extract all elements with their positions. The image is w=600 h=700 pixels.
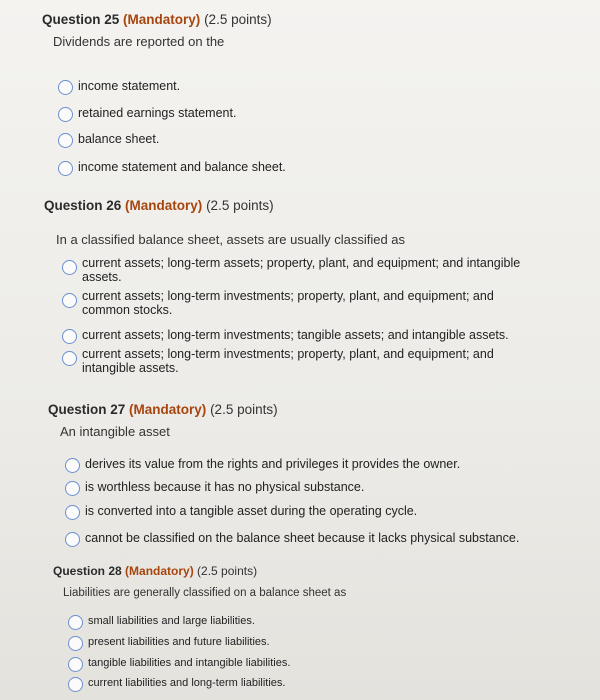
radio-button-icon[interactable] [58,80,73,95]
option-radio[interactable] [65,480,364,496]
option-label: current assets; long-term assets; property, plant, and equipment; and intangible assets. [82,256,521,284]
radio-button-icon[interactable] [65,458,80,473]
radio-button-icon[interactable] [62,260,77,275]
points-label: (2.5 points) [197,564,258,578]
question-header [42,12,272,27]
option-label: tangible liabilities and intangible liabilities. [88,657,291,669]
option-radio[interactable] [62,328,509,344]
question-stem: In a classified balance sheet, assets are usually classified as [56,232,406,247]
option-label: cannot be classified on the balance sheet because it lacks physical substance. [85,531,520,545]
option-label: current assets; long-term investments; property, plant, and equipment; and intangible assets. [82,347,494,375]
radio-button-icon[interactable] [68,615,83,630]
option-radio[interactable] [65,504,417,520]
question-header [53,564,257,578]
option-label: current liabilities and long-term liabilities. [88,677,286,689]
radio-button-icon[interactable] [68,677,83,692]
radio-button-icon[interactable] [62,351,77,366]
question-header [44,198,274,213]
mandatory-label: (Mandatory) [125,564,194,578]
option-radio[interactable] [68,635,270,651]
radio-button-icon[interactable] [58,133,73,148]
mandatory-label: (Mandatory) [123,12,201,27]
question-number: Question 27 [48,402,126,417]
option-radio[interactable] [58,79,180,95]
radio-button-icon[interactable] [62,293,77,308]
option-radio[interactable] [62,256,532,284]
radio-button-icon[interactable] [68,636,83,651]
question-header [48,402,278,417]
option-radio[interactable] [65,457,460,473]
option-radio[interactable] [58,160,286,176]
points-label: (2.5 points) [210,402,278,417]
option-label: retained earnings statement. [78,106,237,120]
radio-button-icon[interactable] [68,657,83,672]
mandatory-label: (Mandatory) [129,402,207,417]
radio-button-icon[interactable] [58,161,73,176]
option-radio[interactable] [68,676,285,692]
option-radio[interactable] [68,614,255,630]
option-label: balance sheet. [78,132,160,146]
option-label: income statement and balance sheet. [78,160,286,174]
points-label: (2.5 points) [206,198,274,213]
radio-button-icon[interactable] [65,481,80,496]
option-label: derives its value from the rights and privileges it provides the owner. [85,457,461,471]
question-number: Question 25 [42,12,120,27]
option-radio[interactable] [58,106,236,122]
radio-button-icon[interactable] [62,329,77,344]
option-radio[interactable] [58,132,159,148]
option-label: current assets; long-term investments; tangible assets; and intangible assets. [82,328,509,342]
option-radio[interactable] [68,656,290,672]
question-stem: An intangible asset [60,424,170,439]
option-radio[interactable] [65,531,519,547]
mandatory-label: (Mandatory) [125,198,203,213]
question-stem: Liabilities are generally classified on a balance sheet as [63,587,347,599]
question-number: Question 28 [53,564,122,578]
option-label: small liabilities and large liabilities. [88,615,255,627]
option-label: is converted into a tangible asset during the operating cycle. [85,504,418,518]
radio-button-icon[interactable] [65,505,80,520]
option-label: current assets; long-term investments; property, plant, and equipment; and common stocks. [82,289,494,317]
radio-button-icon[interactable] [65,532,80,547]
option-label: is worthless because it has no physical substance. [85,480,365,494]
option-label: present liabilities and future liabilities. [88,636,270,648]
points-label: (2.5 points) [204,12,272,27]
question-stem: Dividends are reported on the [53,34,225,49]
option-label: income statement. [78,79,181,93]
option-radio[interactable] [62,289,502,317]
radio-button-icon[interactable] [58,107,73,122]
question-number: Question 26 [44,198,122,213]
option-radio[interactable] [62,347,502,375]
